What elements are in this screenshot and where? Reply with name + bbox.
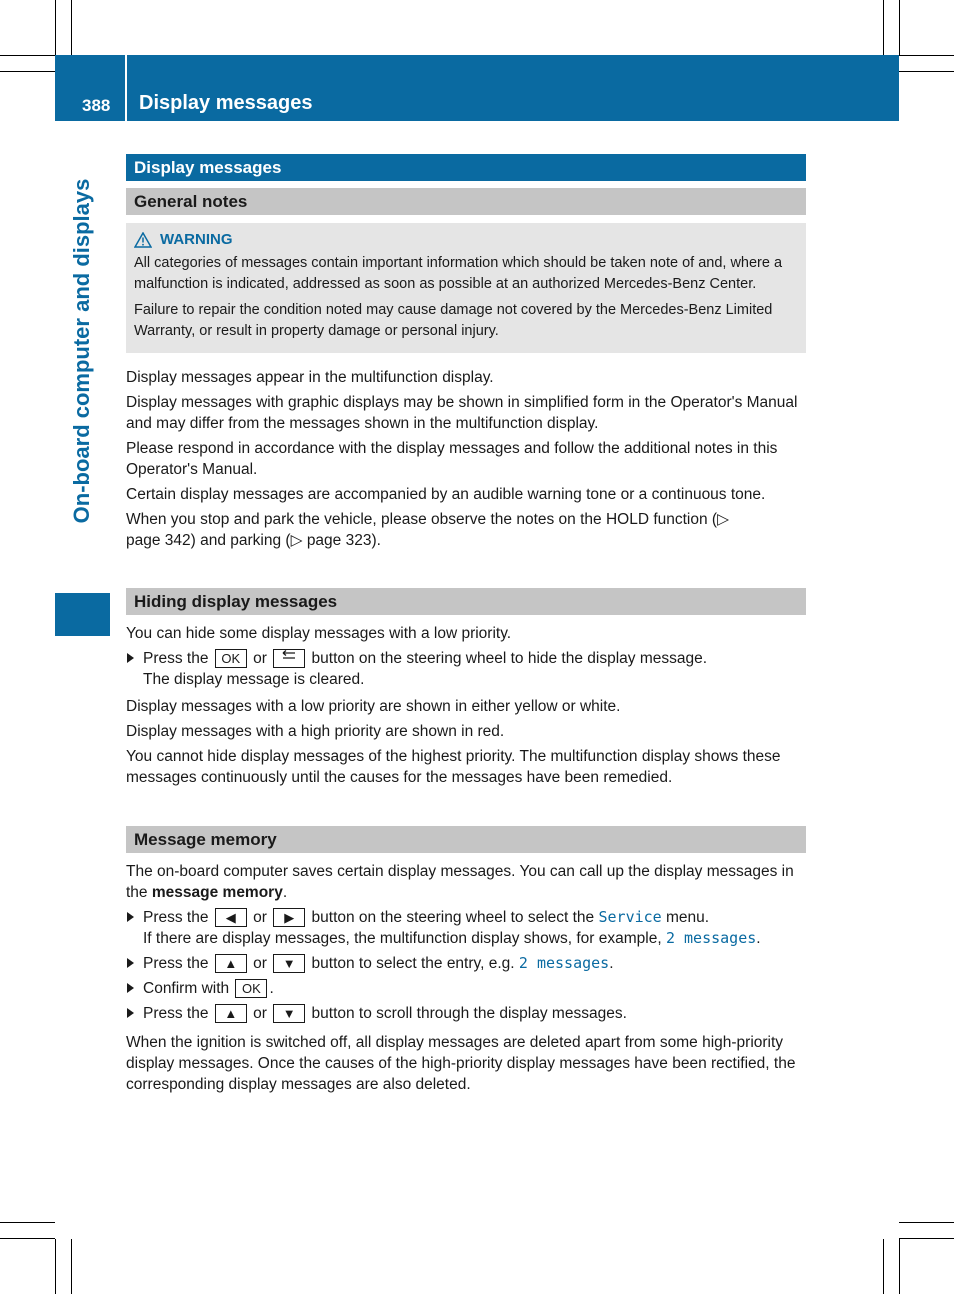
crop-mark	[0, 1238, 55, 1239]
paragraph	[126, 861, 806, 903]
instruction-step	[126, 907, 806, 949]
step-arrow-icon	[127, 958, 134, 968]
warning-box	[126, 223, 806, 353]
side-tab-label: On-board computer and displays	[69, 178, 94, 524]
subsection-heading-hiding: Hiding display messages	[126, 588, 806, 615]
step-text: .	[756, 929, 761, 947]
page-title: Display messages	[139, 92, 313, 114]
paragraph-text: .	[282, 883, 288, 901]
step-text: or	[253, 908, 267, 926]
display-text: 2 messages	[518, 953, 610, 972]
step-text: If there are display messages, the multifunction display shows, for example,	[143, 929, 662, 947]
crop-mark	[0, 1222, 55, 1223]
step-text: Press the	[143, 954, 209, 972]
warning-text: Failure to repair the condition noted may cause damage not covered by the Mercedes-Benz Limited Warranty, or result in property damage or personal injury.	[134, 301, 773, 339]
down-key-icon: ▼	[273, 1004, 305, 1023]
warning-text: All categories of messages contain important information which should be taken note of and, where a malfunction is indicated, addressed as soon as possible at an authorized Mercedes-Benz Center.	[134, 254, 783, 292]
step-result	[143, 928, 806, 949]
step-text: button on the steering wheel to hide the display message.	[311, 649, 708, 667]
step-text: or	[253, 1004, 267, 1022]
crop-mark	[55, 1239, 56, 1294]
step-arrow-icon	[127, 912, 134, 922]
section-heading: Display messages	[126, 154, 806, 181]
right-key-icon: ▶	[273, 908, 305, 927]
step-result: The display message is cleared.	[143, 670, 365, 688]
paragraph: When the ignition is switched off, all display messages are deleted apart from some high-priority display messages. Once the causes of the high-priority display messages have been rectified, the corresponding display messages are also deleted.	[126, 1033, 796, 1093]
left-key-icon: ◀	[215, 908, 247, 927]
instruction-step	[126, 1003, 806, 1024]
main-content	[126, 154, 806, 1099]
back-key-icon	[273, 649, 305, 668]
crop-mark	[899, 0, 900, 55]
paragraph: Display messages with a low priority are shown in either yellow or white.	[126, 697, 621, 715]
subsection-heading-message-memory: Message memory	[126, 826, 806, 853]
crop-mark	[0, 71, 55, 72]
paragraph: You cannot hide display messages of the highest priority. The multifunction display shows these messages continuously until the causes for the messages have been remedied.	[126, 747, 781, 786]
step-text: button on the steering wheel to select the	[311, 908, 595, 926]
step-arrow-icon	[127, 1008, 134, 1018]
display-text: Service	[598, 907, 662, 926]
header-divider	[125, 55, 127, 121]
paragraph: Please respond in accordance with the display messages and follow the additional notes in this Operator's Manual.	[126, 439, 778, 478]
page-number: 388	[82, 96, 111, 115]
instruction-step	[126, 648, 806, 690]
step-text: Press the	[143, 1004, 209, 1022]
paragraph: You can hide some display messages with a low priority.	[126, 624, 512, 642]
step-text: or	[253, 954, 267, 972]
subsection-heading-general-notes: General notes	[126, 188, 806, 215]
crop-mark	[899, 71, 954, 72]
warning-triangle-icon	[134, 232, 152, 248]
display-text: 2 messages	[665, 928, 757, 947]
step-text: button to scroll through the display messages.	[311, 1004, 627, 1022]
menu-term: message memory	[151, 883, 283, 901]
paragraph: When you stop and park the vehicle, please observe the notes on the HOLD function (▷ page 342) and parking (▷ page 323).	[126, 510, 729, 549]
ok-key-icon: OK	[235, 979, 267, 998]
instruction-step	[126, 978, 806, 999]
paragraph: Display messages appear in the multifunction display.	[126, 368, 494, 386]
down-key-icon: ▼	[273, 954, 305, 973]
warning-header	[134, 229, 798, 251]
crop-mark	[899, 1238, 954, 1239]
paragraph: Display messages with a high priority are shown in red.	[126, 722, 505, 740]
crop-mark	[883, 0, 884, 55]
step-arrow-icon	[127, 653, 134, 663]
step-text: menu.	[666, 908, 710, 926]
step-text: Press the	[143, 908, 209, 926]
step-text: .	[269, 979, 274, 997]
step-text: .	[609, 954, 614, 972]
step-text: button to select the entry, e.g.	[311, 954, 515, 972]
warning-label: WARNING	[160, 231, 233, 248]
instruction-step	[126, 953, 806, 974]
crop-mark	[71, 0, 72, 55]
ok-key-icon: OK	[215, 649, 247, 668]
up-key-icon: ▲	[215, 954, 247, 973]
paragraph-text: The on-board computer saves certain display messages. You can call up the display messages in the	[126, 862, 794, 901]
up-key-icon: ▲	[215, 1004, 247, 1023]
crop-mark	[883, 1239, 884, 1294]
step-arrow-icon	[127, 983, 134, 993]
paragraph: Certain display messages are accompanied by an audible warning tone or a continuous tone.	[126, 485, 766, 503]
crop-mark	[55, 0, 56, 55]
crop-mark	[71, 1239, 72, 1294]
side-tab	[55, 121, 110, 636]
step-text: or	[253, 649, 267, 667]
crop-mark	[0, 55, 55, 56]
side-tab-marker	[55, 593, 110, 636]
step-text: Confirm with	[143, 979, 230, 997]
crop-mark	[899, 1239, 900, 1294]
crop-mark	[899, 55, 954, 56]
paragraph: Display messages with graphic displays may be shown in simplified form in the Operator's Manual and may differ from the messages shown in the multifunction display.	[126, 393, 798, 432]
step-text: Press the	[143, 649, 209, 667]
crop-mark	[899, 1222, 954, 1223]
